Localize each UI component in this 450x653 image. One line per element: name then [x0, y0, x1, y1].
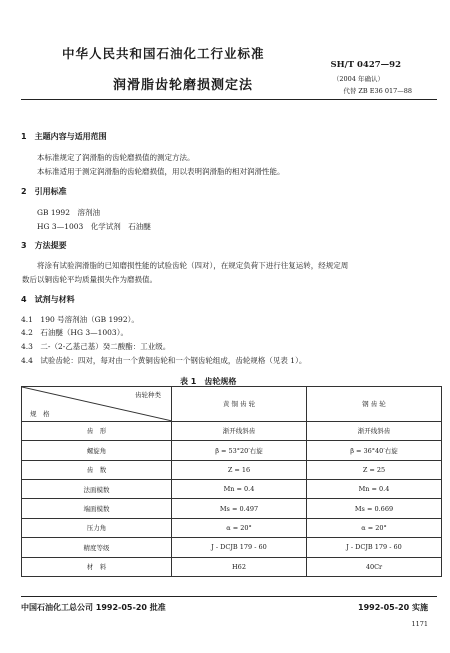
row-label: 螺旋角 [22, 441, 172, 460]
steel-value: Mn = 0.4 [307, 479, 442, 498]
row-label: 齿 数 [22, 460, 172, 479]
header-rule [21, 99, 437, 100]
table-caption: 表 1 齿轮规格 [180, 377, 237, 386]
item-4-3: 4.3 二-（2-乙基己基）癸二酸酯：工业级。 [21, 342, 171, 351]
brass-value: 渐开线斜齿 [172, 421, 307, 440]
table-row [22, 538, 442, 557]
section-3-heading: 3 方法提要 [21, 241, 67, 250]
steel-value: 渐开线斜齿 [307, 421, 442, 440]
section-3-line-1: 将涂有试验润滑脂的已知磨损性能的试验齿轮（四对），在规定负荷下进行往复运转，经规定周 [37, 261, 349, 270]
section-1-para-2: 本标准适用于测定润滑脂的齿轮磨损值，用以表明润滑脂的相对润滑性能。 [37, 167, 285, 176]
table-row [22, 557, 442, 576]
reference-gb1992: GB 1992 溶剂油 [37, 208, 100, 217]
section-2-heading: 2 引用标准 [21, 187, 67, 196]
brass-value: H62 [172, 557, 307, 576]
row-label: 精度等级 [22, 538, 172, 557]
corner-spec: 规 格 [30, 409, 50, 418]
standard-replaces: 代替 ZB E36 017—88 [343, 87, 412, 95]
brass-value: J - DCJB 179 - 60 [172, 538, 307, 557]
approval-line: 中国石油化工总公司 1992-05-20 批准 [21, 603, 166, 612]
item-4-1: 4.1 190 号溶剂油（GB 1992）。 [21, 315, 139, 324]
row-label: 法面模数 [22, 479, 172, 498]
col-header-brass: 黄 铜 齿 轮 [172, 387, 307, 422]
steel-value: 40Cr [307, 557, 442, 576]
steel-value: β = 36°40′右旋 [307, 441, 442, 460]
table-row [22, 518, 442, 537]
table-row [22, 460, 442, 479]
document-title: 润滑脂齿轮磨损测定法 [113, 78, 254, 93]
gear-spec-table [21, 386, 442, 577]
brass-value: Ms = 0.497 [172, 499, 307, 518]
steel-value: α = 20° [307, 518, 442, 537]
col-header-steel: 钢 齿 轮 [307, 387, 442, 422]
brass-value: Z = 16 [172, 460, 307, 479]
row-label: 材 料 [22, 557, 172, 576]
steel-value: Z = 25 [307, 460, 442, 479]
section-3-line-2: 数后以铜齿轮平均质量损失作为磨损值。 [22, 275, 157, 284]
corner-gear-type: 齿轮种类 [135, 391, 161, 399]
footer-rule [21, 596, 437, 597]
standard-category: 中华人民共和国石油化工行业标准 [62, 46, 265, 61]
brass-value: Mn = 0.4 [172, 479, 307, 498]
section-1-para-1: 本标准规定了润滑脂的齿轮磨损值的测定方法。 [37, 153, 195, 162]
table-header-row [22, 387, 442, 422]
section-1-heading: 1 主题内容与适用范围 [21, 132, 107, 141]
table-row [22, 421, 442, 440]
row-label: 端面模数 [22, 499, 172, 518]
page-number: 1171 [411, 620, 428, 628]
section-4-heading: 4 试剂与材料 [21, 295, 75, 304]
row-label: 齿 形 [22, 421, 172, 440]
table-row [22, 441, 442, 460]
steel-value: J - DCJB 179 - 60 [307, 538, 442, 557]
item-4-4: 4.4 试验齿轮：四对，每对由一个黄铜齿轮和一个钢齿轮组成，齿轮规格（见表 1）。 [21, 356, 307, 365]
brass-value: α = 20° [172, 518, 307, 537]
table-corner-cell [22, 387, 172, 422]
item-4-2: 4.2 石油醚（HG 3—1003）。 [21, 328, 128, 337]
standard-code: SH/T 0427—92 [330, 60, 401, 70]
standard-confirm-year: （2004 年确认） [332, 75, 384, 83]
implementation-date: 1992-05-20 实施 [358, 603, 428, 612]
table-row [22, 479, 442, 498]
reference-hg3-1003: HG 3—1003 化学试剂 石油醚 [37, 222, 151, 231]
table-row [22, 499, 442, 518]
steel-value: Ms = 0.669 [307, 499, 442, 518]
row-label: 压力角 [22, 518, 172, 537]
brass-value: β = 53°20′右旋 [172, 441, 307, 460]
